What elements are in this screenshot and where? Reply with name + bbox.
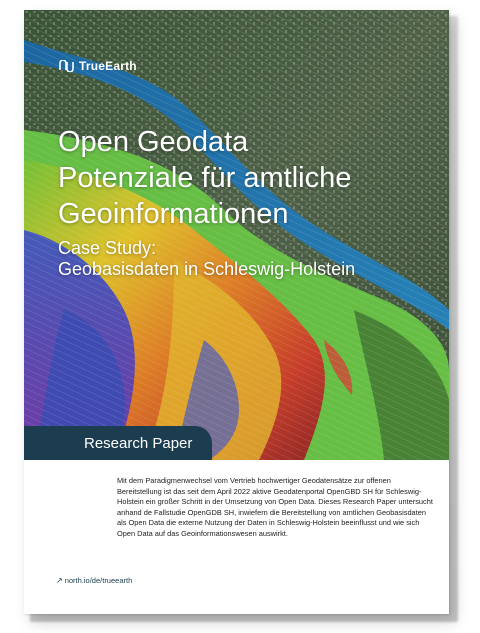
badge-label: Research Paper [84,434,193,452]
abstract-text: Mit dem Paradigmenwechsel vom Vertrieb hochwertiger Geodatensätze zur offenen Bereitstellung ist das seit dem April 2022 aktive Geodatenportal OpenGBD SH für Schleswig-Holstein ein großer Schritt in der Umsetzung von Open Data. Dieses Research Paper untersucht anhand de Fallstudie OpenGDB SH, inwiefern die Bereitstellung von amtlichen Geobasisdaten als Open Data die externe Nutzung der Daten in Schleswig-Holstein beeinflusst und wie sich Open Data auf das Geoinformationswesen auswirkt. [117,476,433,538]
title-line: Potenziale für amtliche [58,162,352,194]
title-line: Geoinformationen [58,198,289,230]
document-subtitle [58,238,438,280]
document-page [24,10,449,614]
trueearth-logo-icon [58,60,75,72]
brand-logo [58,59,137,73]
brand-name: TrueEarth [79,59,137,73]
link-text[interactable]: north.io/de/trueearth [64,576,133,585]
title-line: Open Geodata [58,126,249,158]
document-title [58,124,438,232]
subtitle-line: Case Study: [58,238,157,258]
website-link[interactable] [56,576,132,585]
arrow-up-right-icon: ↗ [56,576,63,585]
cover-image [24,10,449,460]
subtitle-line: Geobasisdaten in Schleswig-Holstein [58,259,356,279]
document-type-badge [24,426,212,460]
